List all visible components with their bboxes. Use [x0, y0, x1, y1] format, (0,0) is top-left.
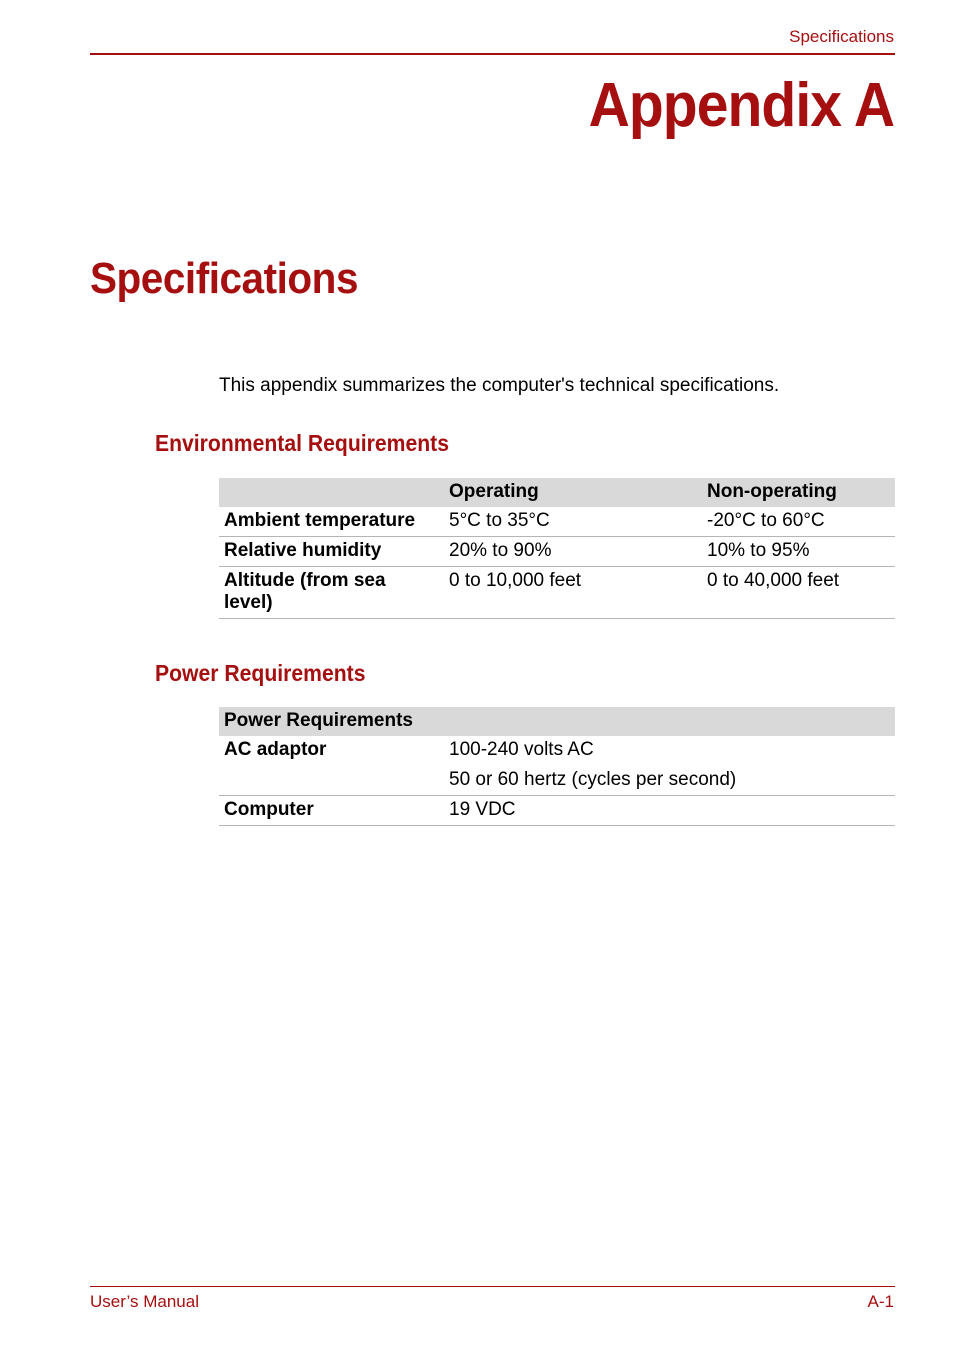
- non-operating-value: 0 to 40,000 feet: [707, 570, 840, 591]
- power-value: 100-240 volts AC: [449, 739, 594, 760]
- column-header-non-operating: Non-operating: [702, 478, 895, 507]
- power-value-cell: [444, 736, 895, 796]
- power-heading: Power Requirements: [155, 660, 366, 686]
- table-row: [219, 796, 895, 826]
- non-operating-value: -20°C to 60°C: [707, 510, 825, 531]
- environmental-heading: Environmental Requirements: [155, 430, 449, 456]
- footer-manual-title: User’s Manual: [90, 1292, 199, 1311]
- operating-value: 20% to 90%: [449, 540, 552, 561]
- power-value-cell: [444, 796, 895, 826]
- header-rule: [90, 53, 895, 55]
- power-table: [219, 707, 895, 826]
- operating-value: 5°C to 35°C: [449, 510, 550, 531]
- table-row: [219, 507, 895, 537]
- table-header-row: [219, 707, 895, 736]
- chapter-title: Specifications: [90, 254, 359, 303]
- power-table-header: Power Requirements: [219, 707, 895, 736]
- row-label: Altitude (from sea level): [224, 570, 386, 613]
- operating-value: 0 to 10,000 feet: [449, 570, 582, 591]
- footer-rule: [90, 1286, 895, 1287]
- page-number: A-1: [867, 1292, 894, 1311]
- table-row: [219, 736, 895, 796]
- table-header-row: [219, 478, 895, 507]
- power-value: 50 or 60 hertz (cycles per second): [449, 769, 737, 790]
- table-row: [219, 567, 895, 619]
- row-label: Computer: [224, 799, 314, 820]
- intro-paragraph: This appendix summarizes the computer's technical specifications.: [219, 375, 780, 396]
- table-row: [219, 537, 895, 567]
- power-value: 19 VDC: [449, 799, 516, 820]
- non-operating-value: 10% to 95%: [707, 540, 810, 561]
- environmental-table: [219, 478, 895, 619]
- column-header-blank: [219, 478, 444, 507]
- row-label: Ambient temperature: [224, 510, 416, 531]
- row-label: Relative humidity: [224, 540, 382, 561]
- appendix-title: Appendix A: [588, 71, 894, 140]
- row-label: AC adaptor: [224, 739, 327, 760]
- column-header-operating: Operating: [444, 478, 702, 507]
- running-head: Specifications: [789, 27, 894, 46]
